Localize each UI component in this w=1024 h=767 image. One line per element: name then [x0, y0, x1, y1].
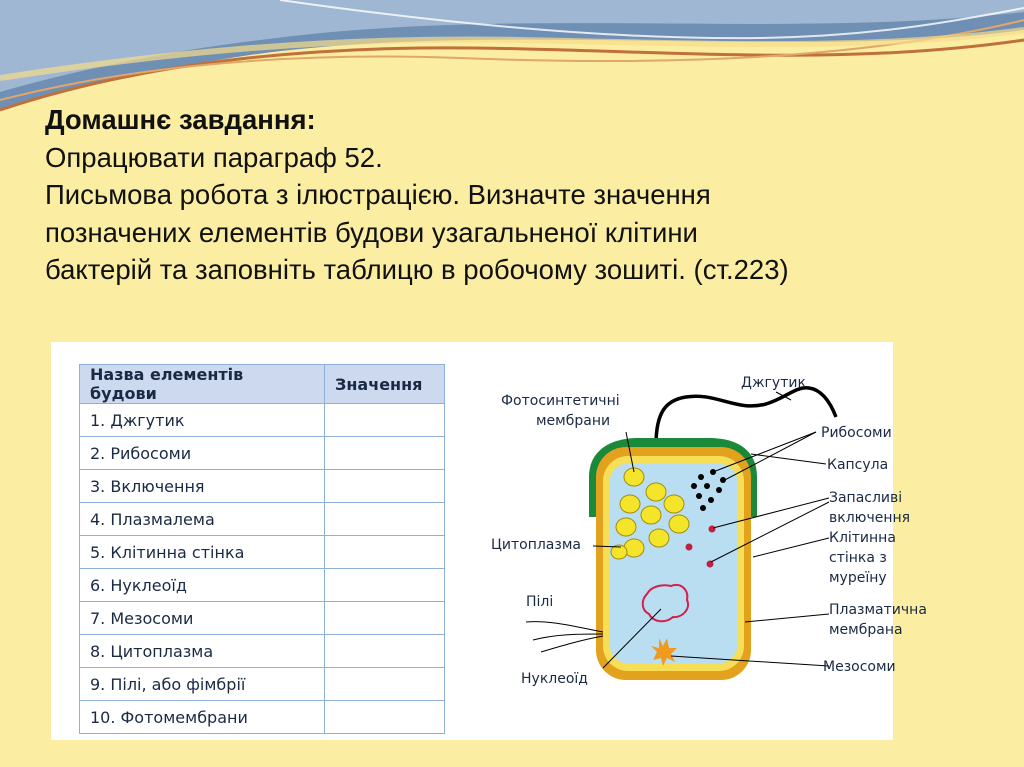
flagellum	[656, 388, 836, 445]
table-cell-name: 1. Джгутик	[80, 404, 325, 437]
table-header-row	[80, 365, 445, 404]
table-row	[80, 602, 445, 635]
label-ribosomes: Рибосоми	[821, 425, 892, 441]
table-row	[80, 569, 445, 602]
table-row	[80, 437, 445, 470]
table-cell-value	[325, 668, 445, 701]
table-row	[80, 536, 445, 569]
table-cell-value	[325, 503, 445, 536]
table-cell-value	[325, 437, 445, 470]
label-wall-1: Клітинна	[829, 530, 896, 546]
table-row	[80, 635, 445, 668]
label-wall-3: муреїну	[829, 570, 887, 586]
label-photosynthetic-2: мембрани	[536, 413, 611, 429]
homework-heading: Домашнє завдання:	[45, 104, 316, 135]
label-pili: Пілі	[526, 594, 554, 610]
table-row	[80, 404, 445, 437]
cytoplasm	[609, 463, 738, 664]
label-wall-2: стінка з	[829, 550, 887, 566]
table-cell-value	[325, 470, 445, 503]
label-mesosomes: Мезосоми	[823, 659, 896, 675]
figure-panel	[51, 342, 927, 740]
homework-line-2: Письмова робота з ілюстрацією. Визначте значення	[45, 179, 711, 210]
table-cell-value	[325, 635, 445, 668]
table-cell-name: 5. Клітинна стінка	[80, 536, 325, 569]
label-cytoplasm: Цитоплазма	[491, 537, 581, 553]
column-header-value: Значення	[325, 365, 445, 404]
table-cell-value	[325, 404, 445, 437]
table-cell-name: 6. Нуклеоїд	[80, 569, 325, 602]
pili	[526, 622, 603, 652]
table-cell-name: 8. Цитоплазма	[80, 635, 325, 668]
label-flagellum: Джгутик	[741, 375, 806, 391]
label-membrane-2: мембрана	[829, 622, 903, 638]
label-storage-1: Запасливі	[829, 490, 903, 506]
label-storage-2: включення	[829, 510, 911, 526]
label-capsule: Капсула	[827, 457, 889, 473]
table-cell-name: 10. Фотомембрани	[80, 701, 325, 734]
column-header-name: Назва елементів будови	[80, 365, 325, 404]
homework-text	[45, 101, 1005, 289]
table-cell-value	[325, 602, 445, 635]
table-cell-value	[325, 701, 445, 734]
table-row	[80, 470, 445, 503]
table-row	[80, 503, 445, 536]
homework-line-1: Опрацювати параграф 52.	[45, 141, 383, 173]
label-photosynthetic-1: Фотосинтетичні	[501, 393, 620, 409]
homework-line-3: позначених елементів будови узагальненої клітини	[45, 216, 698, 248]
table-cell-name: 3. Включення	[80, 470, 325, 503]
label-membrane-1: Плазматична	[829, 602, 927, 618]
table-cell-name: 7. Мезосоми	[80, 602, 325, 635]
table-cell-value	[325, 569, 445, 602]
label-nucleoid: Нуклеоїд	[521, 671, 588, 687]
homework-line-4: бактерій та заповніть таблицю в робочому зошиті. (ст.223)	[45, 254, 789, 285]
table-cell-value	[325, 536, 445, 569]
table-row	[80, 668, 445, 701]
table-cell-name: 2. Рибосоми	[80, 437, 325, 470]
structure-table	[79, 364, 445, 734]
table-cell-name: 4. Плазмалема	[80, 503, 325, 536]
bacterial-cell-diagram	[451, 342, 927, 740]
table-cell-name: 9. Пілі, або фімбрії	[80, 668, 325, 701]
table-row	[80, 701, 445, 734]
